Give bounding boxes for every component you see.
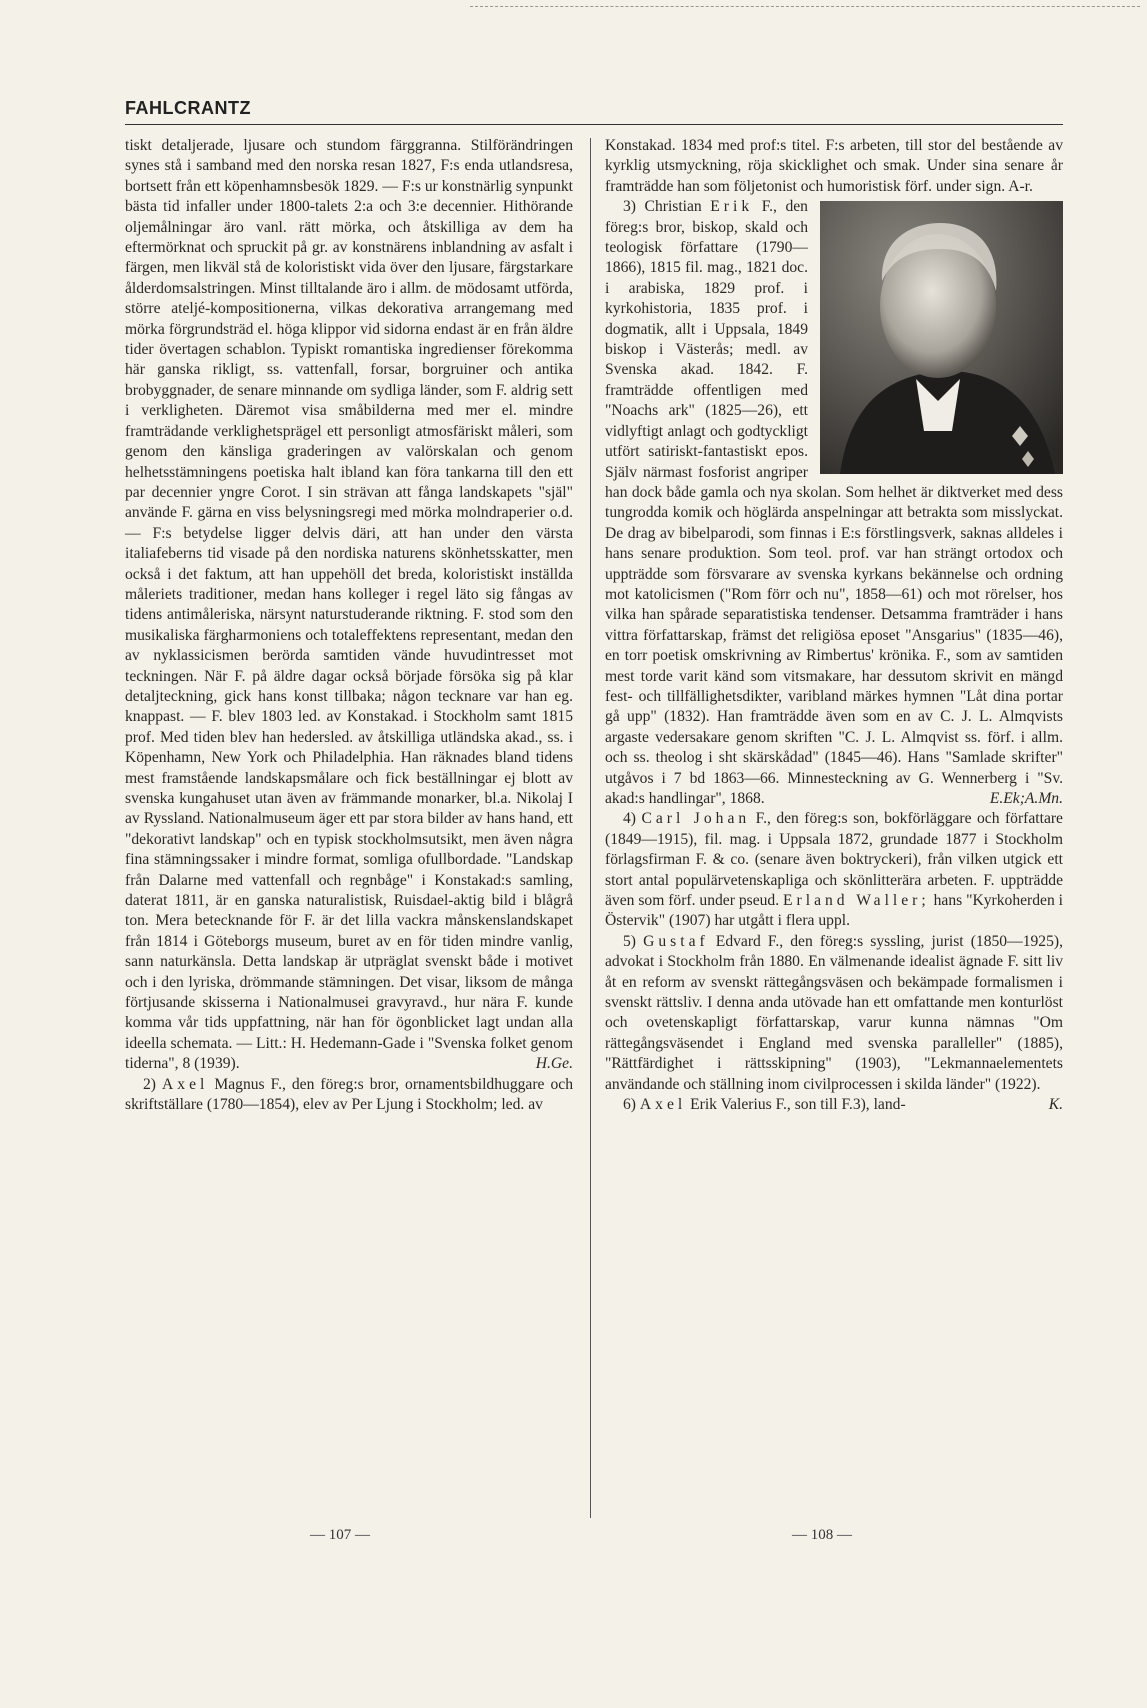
portrait-image (820, 201, 1063, 474)
right-column (605, 136, 1063, 1116)
left-column (125, 136, 573, 1116)
page-number-right: — 108 — (792, 1527, 852, 1543)
entry-name: Gustaf (643, 932, 709, 950)
entry-name: Carl Johan (641, 810, 751, 828)
paragraph: 2) Axel Magnus F., den föreg:s bror, ornamentsbildhuggare och skriftställare (1780—1854), elev av Per Ljung i Stockholm; led. av (125, 1075, 573, 1114)
paragraph: tiskt detaljerade, ljusare och stundom färggranna. Stilförändringen synes stå i samband med den norska resan 1827, F:s enda utlandsresa, bortsett från ett köpenhamnsbesök 1829. — F:s ur konstnärlig synpunkt bästa tid infaller under 1800-talets 2:a och 3:e decennier. Hithörande oljemålningar äro vanl. rätt mörka, och åtskilliga av dem ha eftermörknat och spruckit på gr. av konstnärens inblandning av asfalt i färgen, men likväl stå de koloristiskt vida över den ljusare, färgstarkare ålderdomsalstringen. Minst tilltalande äro i allm. de mödosamt utförda, större ateljé-kompositionerna, vilkas dekorativa arrangemang med mörka förgrundsträd el. höga klippor vid sidorna endast är en från äldre tider övertagen schablon. Typiskt romantiska ingredienser förekomma här ganska rikligt, ss. vattenfall, forsar, borgruiner och antika brobyggnader, de senare minnande om sydliga länder, som F. aldrig sett i verkligheten. Däremot visa småbilderna med mer el. mindre framträdande verklighetsprägel ett personligt atmosfäriskt måleri, som genom den känsliga graderingen av valörskalan och genom helhetsstämningens poetiska halt ibland kan föra tankarna till den ett par decennier yngre Corot. I sin strävan att fånga landskapets "själ" använde F. gärna en viss belysningsregi med mörka molndraperier o.d. — F:s betydelse ligger delvis däri, att han under den värsta italiafeberns tid visade på den nordiska naturens skönhetsskatter, men också i det faktum, att han uppehöll det breda, koloristiskt inställda måleriets traditioner, medan hans kolleger i regel läto sig fångas av tidens antimåleriska, närsynt naturstuderande riktning. F. stod som den musikaliska färgharmoniens och totaleffektens representant, medan den av nyklassicismen berörda samtiden vände huvudintresset mot teckningen. När F. på äldre dagar också började försöka sig på klar detaljteckning, gick hans konst tillbaka; någon tecknare var han eg. knappast. — F. blev 1803 led. av Konstakad. i Stockholm samt 1815 prof. Med tiden blev han hedersled. av åtskilliga utländska akad., ss. i Köpenhamn, New York och Philadelphia. Han räknades bland tidens mest framstående landskapsmålare och fick beställningar ej blott av svenska kungahuset utan även av främmande monarker, bl.a. Nikolaj I av Ryssland. Nationalmuseum äger ett par stora bilder av hans hand, ett "dekorativt landskap" och en typisk stockholmsutsikt, men även några fina stämningssaker i mindre format, somliga ofullbordade. "Landskap från Dalarne med vattenfall och regnbåge" i Konstakad:s samling, daterat 1811, är en ganska naturalistisk, Ruisdael-aktig bild i blågrå ton. Mera betecknande för F. är det lilla vackra månskenslandskapet från 1814 i Göteborgs museum, buret av en för tiden mindre vanlig, sann naturkänsla. Detta landskap är utpräglat svenskt både i motivet och i den lyriska, drömmande stämningen. Det visar, liksom de många förtjusande skisserna i Nationalmusei gravyravd., hur nära F. kunde komma vår tids uppfattning, när han för ögonblicket lagt undan alla ideella schemata. — Litt.: H. Hedemann-Gade i "Svenska folket genom tiderna", 8 (1939). H.Ge. (125, 136, 573, 1075)
page-number-left: — 107 — (310, 1527, 370, 1543)
paragraph: 6) Axel Erik Valerius F., son till F.3), land- (623, 1096, 906, 1114)
top-edge-rule (470, 6, 1140, 7)
entry-name: Axel (639, 1096, 687, 1114)
header-rule (125, 124, 1063, 125)
author-signature: H.Ge. (535, 1055, 573, 1073)
entry-name: Axel (162, 1075, 209, 1093)
paragraph: 4) Carl Johan F., den föreg:s son, bokförläggare och författare (1849—1915), fil. mag. i Uppsala 1872, grundade 1877 i Stockholm förlagsfirman F. & co. (senare även boktryckeri), från vilken utgick ett stort antal populärvetenskapliga och skönlitterära arbeten. F. uppträdde även som förf. under pseud. Erland Waller; hans "Kyrkoherden i Östervik" (1907) har utgått i flera uppl. (605, 810, 1063, 930)
entry-name: Erik (710, 198, 754, 216)
author-signature: E.Ek;A.Mn. (989, 790, 1063, 807)
column-divider (590, 138, 591, 1518)
paragraph: 5) Gustaf Edvard F., den föreg:s syssling, jurist (1850—1925), advokat i Stockholm från 1880. En välmenande idealist ägnade F. sitt liv åt en reform av svenskt rättegångsväsen och bekämpade formalismen i svenskt rättsliv. I denna anda utövade han ett omfattande men konturlöst och ovetenskapligt författarskap, varur kunna nämnas "Om rättegångsväsendet i England med svenska paralleller" (1885), "Rättfärdighet i rättsskipning" (1903), "Lekmannaelementets användande och ställning inom civilprocessen i skilda länder" (1922). K. (605, 932, 1063, 1095)
pseudonym: Erland Waller; (783, 892, 930, 910)
portrait-photo (820, 201, 1063, 474)
paragraph: Konstakad. 1834 med prof:s titel. F:s arbeten, till stor del bestående av kyrklig utsmyckning, röja skicklighet och smak. Under sina senare år framträdde han som följetonist och humoristisk förf. under sign. A-r. (605, 137, 1063, 195)
author-signature: K. (1048, 1096, 1063, 1114)
running-head: FAHLCRANTZ (125, 98, 251, 118)
paragraph: 3) Christian Erik F., den föreg:s bror, biskop, skald och teologisk författare (1790—1866), 1815 fil. mag., 1821 doc. i arabiska, 1829 prof. i kyrkohistoria, 1835 prof. i dogmatik, allt i Uppsala, 1849 biskop i Västerås; medl. av Svenska akad. 1842. F. framträdde offentligen med "Noachs ark" (1825—26), ett vidlyftigt anlagt och godtyckligt utfört satiriskt-fantastiskt epos. Själv närmast fosforist angriper han dock både gamla och nya skolan. Som helhet är diktverket med dess tungrodda komik och höglärda anspelningar att betrakta som misslyckat. De drag av bibelparodi, som finnas i E:s förstlingsverk, saknas alldeles i hans senare produktion. Som teol. prof. var han strängt ortodox och uppträdde som försvarare av svenska kyrkans bekännelse och ordning mot katolicismen ("Rom förr och nu", 1858—61) och mot rörelser, hos vilka han spårade separatistiska tendenser. Detsamma framträder i hans vittra författarskap, främst det religiösa eposet "Ansgarius" (1835—46), en torr poetisk omskrivning av Rimbertus' krönika. F., som av samtiden mest torde varit känd som vitsmakare, har dessutom skrivit en mängd fest- och tillfällighetsdikter, varibland märkes hymnen "Låt dina portar gå upp" (1832). Han framträdde även som en av C. J. L. Almqvists argaste vedersakare genom skriften "C. J. L. Almqvist ss. förf. i allm. och ss. theolog i sht skärskådad" (1845—46). Hans "Samlade skrifter" utgåvos i 7 bd 1863—66. Minnesteckning av G. Wennerberg i "Sv. akad:s handlingar", 1868. E.Ek;A.Mn. (605, 197, 1063, 809)
